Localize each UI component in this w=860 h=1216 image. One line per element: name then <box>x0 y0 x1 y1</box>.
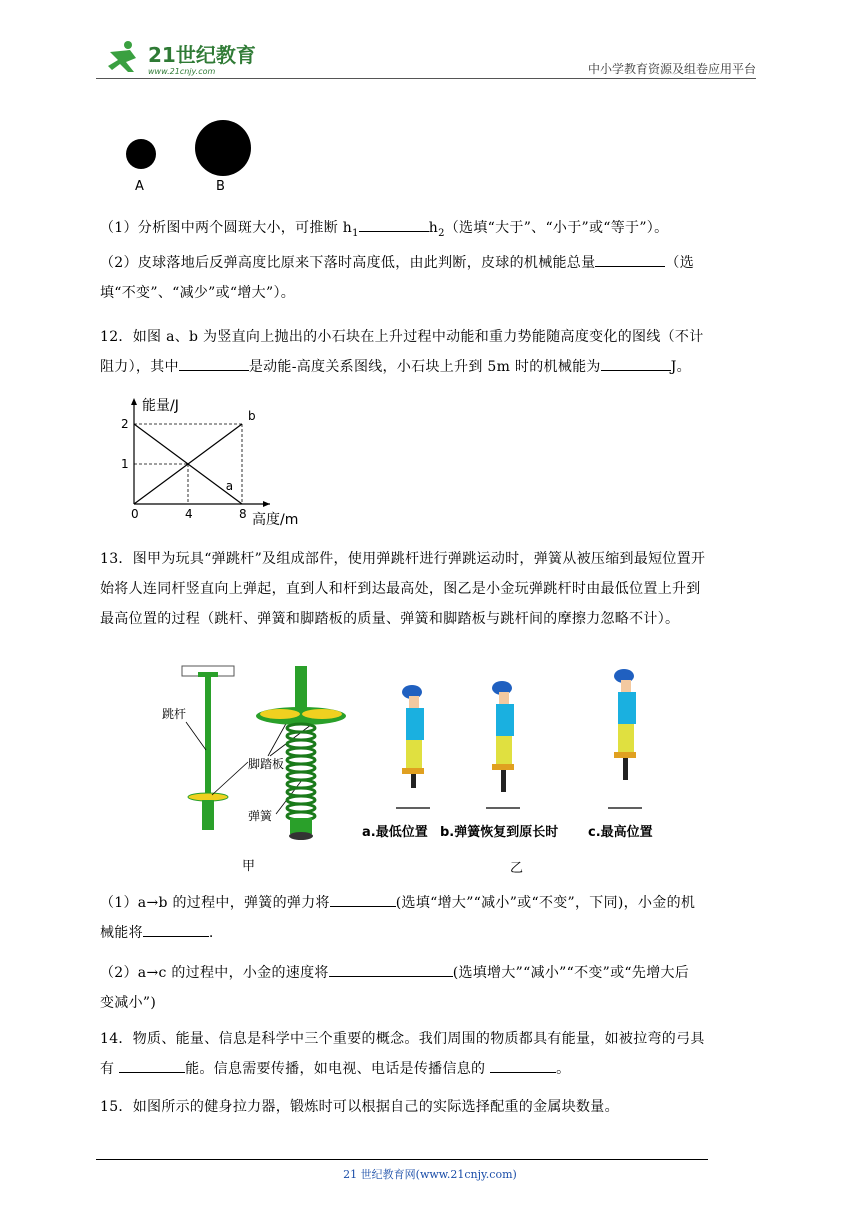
label-fig-yi: 乙 <box>510 861 524 876</box>
x-tick-label: 8 <box>239 507 247 521</box>
energy-height-chart <box>112 392 312 528</box>
answer-blank <box>179 356 249 371</box>
answer-blank <box>359 217 429 232</box>
site-logo <box>96 38 266 78</box>
kid-on-pogo-icon <box>492 681 514 792</box>
footer-text: 21 世纪教育网(www.21cnjy.com) <box>343 1168 517 1181</box>
y-tick-label: 1 <box>121 457 129 471</box>
answer-blank <box>143 922 209 937</box>
spot-b <box>195 120 251 176</box>
q15-text: 15．如图所示的健身拉力器，锻炼时可以根据自己的实际选择配重的金属块数量。 <box>100 1099 619 1115</box>
y-axis-arrow <box>131 398 137 405</box>
x-tick-label: 0 <box>131 507 139 521</box>
logo-url: www.21cnjy.com <box>148 67 216 76</box>
y-axis-title: 能量/J <box>142 398 179 414</box>
label-pedal: 脚踏板 <box>248 757 285 771</box>
answer-blank <box>329 962 453 977</box>
x-axis-arrow <box>263 501 270 507</box>
answer-blank <box>119 1058 185 1073</box>
y-tick-label: 2 <box>121 417 129 431</box>
spot-a <box>126 139 156 169</box>
header-divider <box>96 78 756 79</box>
q11-part2: （2）皮球落地后反弹高度比原来下落时高度低，由此判断，皮球的机械能总量 （选 填“不变”、“减少”或“增大”）。 <box>100 248 760 308</box>
series-label-a: a <box>225 479 234 493</box>
pogo-stick-icon <box>182 666 234 830</box>
header-platform-name: 中小学教育资源及组卷应用平台 <box>587 62 756 76</box>
label-pogo-stick: 跳杆 <box>162 707 187 721</box>
label-pos-b: b.弹簧恢复到原长时 <box>440 825 559 840</box>
spots-figure <box>118 116 258 196</box>
x-axis-title: 高度/m <box>252 512 299 528</box>
kid-on-pogo-icon <box>402 685 424 788</box>
label-pos-c: c.最高位置 <box>588 825 653 840</box>
kid-on-pogo-icon <box>614 669 636 780</box>
x-tick-label: 4 <box>185 507 193 521</box>
q13-text: 13．图甲为玩具“弹跳杆”及组成部件，使用弹跳杆进行弹跳运动时，弹簧从被压缩到最短位置开 始将人连同杆竖直向上弹起，直到人和杆到达最高处，图乙是小金玩弹跳杆时由最低位置上升到 最高位置的过程（跳杆、弹簧和脚踏板的质量、弹簧和脚踏板与跳杆间的摩擦力忽略不计）。 <box>100 551 706 627</box>
label-spring: 弹簧 <box>248 809 273 823</box>
label-fig-jia: 甲 <box>242 859 256 874</box>
runner-logo-icon <box>108 41 136 72</box>
answer-blank <box>595 252 665 267</box>
series-label-b: b <box>248 409 256 423</box>
q12-text: 12．如图 a、b 为竖直向上抛出的小石块在上升过程中动能和重力势能随高度变化的图线（不计 阻力），其中 是动能-高度关系图线，小石块上升到 5m 时的机械能为 J。 <box>100 329 704 375</box>
answer-blank <box>601 356 671 371</box>
logo-text: 21世纪教育 <box>148 43 256 67</box>
q11-part1: （1）分析图中两个圆斑大小，可推断 $h_1$ $h_2$（选填“大于”、“小于”或“等于”）。 <box>100 213 760 249</box>
q13-part1: （1）a→b 的过程中，弹簧的弹力将 (选填“增大”“减小”或“不变”，下同)，小金的机 械能将 . <box>100 888 760 948</box>
spot-a-label: A <box>135 179 144 194</box>
q13-part2: （2）a→c 的过程中，小金的速度将 (选填增大”“减小”“不变”或“先增大后 变减小”) <box>100 958 760 1018</box>
label-pos-a: a.最低位置 <box>362 825 428 840</box>
footer-divider <box>96 1159 708 1160</box>
pogo-figure <box>150 660 690 880</box>
spot-b-label: B <box>216 179 225 194</box>
answer-blank <box>490 1058 556 1073</box>
answer-blank <box>330 892 396 907</box>
q14-text: 14．物质、能量、信息是科学中三个重要的概念。我们周围的物质都具有能量，如被拉弯的弓具 有 能。信息需要传播，如电视、电话是传播信息的 。 <box>100 1031 705 1077</box>
